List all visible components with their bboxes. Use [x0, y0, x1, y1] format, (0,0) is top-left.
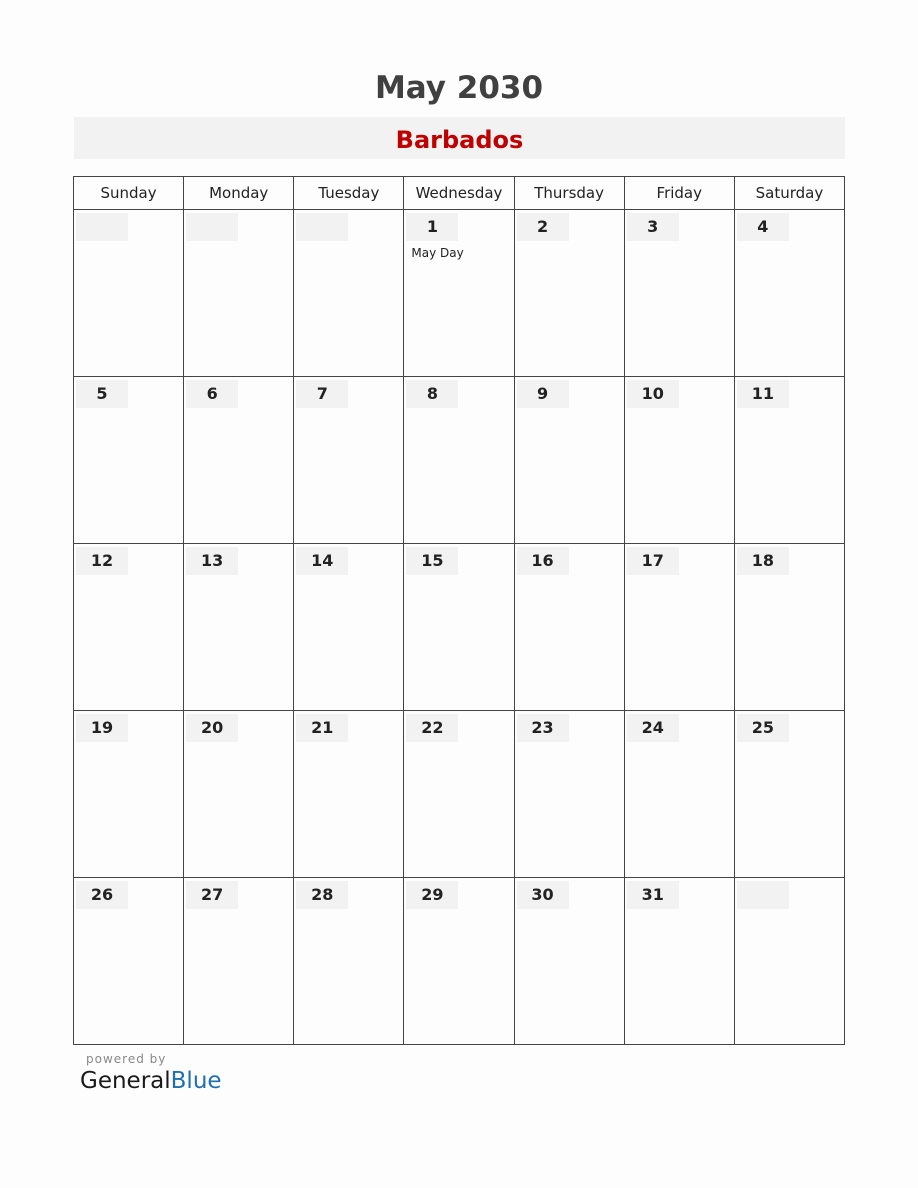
day-cell	[624, 711, 734, 878]
day-cell	[734, 377, 844, 544]
day-cell	[734, 878, 844, 1045]
day-cell	[404, 711, 514, 878]
day-cell	[294, 711, 404, 878]
day-cell	[184, 377, 294, 544]
day-number: 22	[406, 714, 458, 742]
day-number: 28	[296, 881, 348, 909]
weekday-monday: Monday	[184, 177, 294, 210]
day-cell	[74, 377, 184, 544]
weekday-header-row	[74, 177, 845, 210]
week-row	[74, 377, 845, 544]
day-number	[186, 213, 238, 241]
weekday-wednesday: Wednesday	[404, 177, 514, 210]
day-cell	[74, 878, 184, 1045]
day-cell	[624, 377, 734, 544]
day-number	[296, 213, 348, 241]
day-cell	[404, 210, 514, 377]
day-cell	[734, 544, 844, 711]
day-number: 13	[186, 547, 238, 575]
day-cell	[184, 544, 294, 711]
day-number: 10	[627, 380, 679, 408]
day-number: 29	[406, 881, 458, 909]
day-number: 3	[627, 213, 679, 241]
day-number: 15	[406, 547, 458, 575]
day-number: 26	[76, 881, 128, 909]
day-number	[76, 213, 128, 241]
country-banner	[74, 117, 845, 159]
logo-general-text: General	[80, 1068, 171, 1094]
weekday-thursday: Thursday	[514, 177, 624, 210]
day-number: 24	[627, 714, 679, 742]
day-number: 4	[737, 213, 789, 241]
calendar-title: May 2030	[374, 70, 544, 106]
day-cell	[624, 878, 734, 1045]
calendar-grid	[73, 176, 845, 1045]
day-cell	[184, 878, 294, 1045]
day-number: 12	[76, 547, 128, 575]
day-cell	[514, 377, 624, 544]
day-cell	[514, 544, 624, 711]
day-number: 20	[186, 714, 238, 742]
day-cell	[74, 711, 184, 878]
day-number: 18	[737, 547, 789, 575]
weekday-friday: Friday	[624, 177, 734, 210]
day-cell	[294, 544, 404, 711]
weekday-tuesday: Tuesday	[294, 177, 404, 210]
day-number: 19	[76, 714, 128, 742]
day-number: 14	[296, 547, 348, 575]
weekday-sunday: Sunday	[74, 177, 184, 210]
day-cell	[74, 210, 184, 377]
day-cell	[514, 711, 624, 878]
day-cell	[294, 210, 404, 377]
day-number: 31	[627, 881, 679, 909]
week-row	[74, 210, 845, 377]
day-number: 6	[186, 380, 238, 408]
day-cell	[294, 377, 404, 544]
day-number: 30	[517, 881, 569, 909]
day-number: 9	[517, 380, 569, 408]
weekday-saturday: Saturday	[734, 177, 844, 210]
day-cell	[624, 210, 734, 377]
day-cell	[734, 210, 844, 377]
day-number: 5	[76, 380, 128, 408]
day-cell	[734, 711, 844, 878]
day-number: 27	[186, 881, 238, 909]
day-number: 1	[406, 213, 458, 241]
holiday-label: May Day	[411, 246, 464, 260]
day-cell	[404, 377, 514, 544]
day-cell	[404, 878, 514, 1045]
day-cell	[514, 210, 624, 377]
week-row	[74, 544, 845, 711]
day-number: 25	[737, 714, 789, 742]
day-cell	[184, 711, 294, 878]
generalblue-logo	[80, 1068, 222, 1094]
day-number: 21	[296, 714, 348, 742]
day-number: 2	[517, 213, 569, 241]
country-name: Barbados	[395, 126, 524, 154]
day-cell	[404, 544, 514, 711]
day-cell	[184, 210, 294, 377]
day-cell	[624, 544, 734, 711]
day-number: 8	[406, 380, 458, 408]
week-row	[74, 711, 845, 878]
week-row	[74, 878, 845, 1045]
day-number: 17	[627, 547, 679, 575]
day-number: 11	[737, 380, 789, 408]
day-number: 7	[296, 380, 348, 408]
day-cell	[74, 544, 184, 711]
logo-blue-text: Blue	[170, 1068, 222, 1094]
powered-by-label: powered by	[86, 1052, 167, 1066]
day-cell	[294, 878, 404, 1045]
day-cell	[514, 878, 624, 1045]
day-number: 23	[517, 714, 569, 742]
day-number	[737, 881, 789, 909]
day-number: 16	[517, 547, 569, 575]
